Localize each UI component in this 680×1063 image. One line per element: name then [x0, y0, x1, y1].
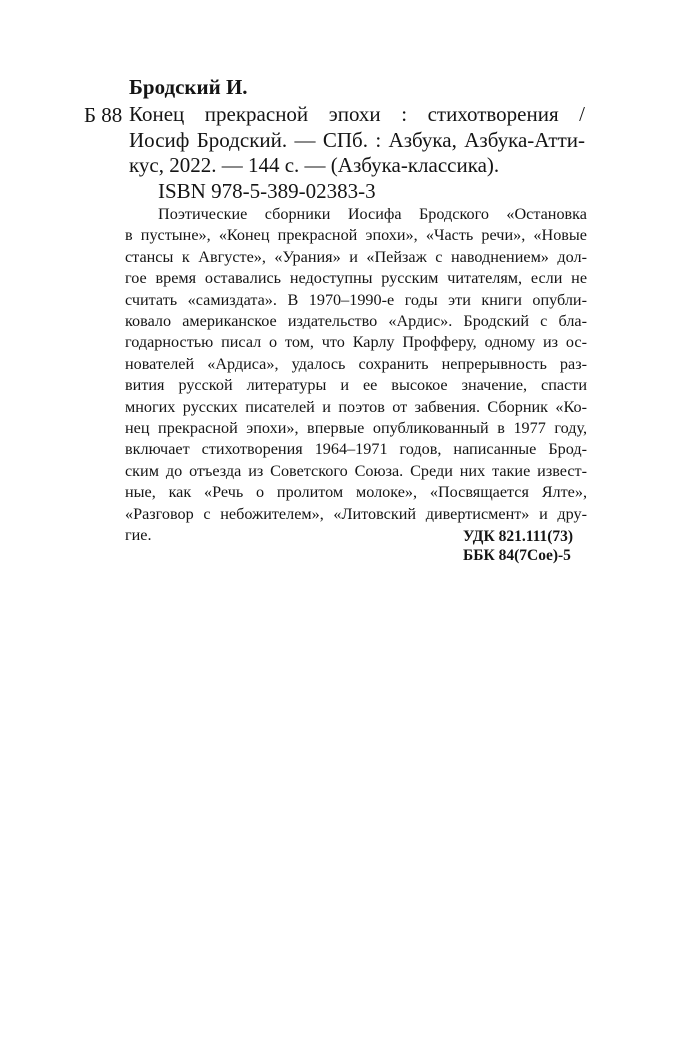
annotation-line: нец прекрасной эпохи», впервые опубликованный в 1977 году,: [125, 419, 587, 438]
annotation-line: стансы к Августе», «Урания» и «Пейзаж с наводнением» дол-: [125, 247, 587, 266]
annotation-paragraph: [125, 204, 587, 547]
annotation-line: включает стихотворения 1964–1971 годов, написанные Брод-: [125, 440, 587, 459]
biblio-line: кус, 2022. — 144 с. — (Азбука-классика).: [129, 153, 500, 177]
isbn-number: ISBN 978-5-389-02383-3: [158, 179, 376, 203]
annotation-line: вития русской литературы и ее высокое значение, спасти: [125, 376, 587, 395]
annotation-line: ные, как «Речь о пролитом молоке», «Посвящается Ялте»,: [125, 483, 587, 502]
author-heading: Бродский И.: [129, 75, 248, 99]
biblio-line: Иосиф Бродский. — СПб. : Азбука, Азбука-Атти-: [129, 127, 585, 152]
annotation-line: многих русских писателей и поэтов от забвения. Сборник «Ко-: [125, 397, 587, 416]
annotation-line: в пустыне», «Конец прекрасной эпохи», «Часть речи», «Новые: [125, 226, 587, 245]
annotation-line: ковало американское издательство «Ардис». Бродский с бла-: [125, 312, 587, 331]
biblio-line: Конец прекрасной эпохи : стихотворения /: [129, 102, 585, 126]
bibliographic-description: [129, 102, 585, 179]
bbk-code: ББК 84(7Сое)-5: [463, 547, 571, 564]
annotation-line: «Разговор с небожителем», «Литовский дивертисмент» и дру-: [125, 504, 587, 523]
annotation-line: Поэтические сборники Иосифа Бродского «Остановка: [158, 205, 587, 223]
author-classmark: Б 88: [84, 103, 123, 127]
annotation-line: гое время оставались недоступны русским читателям, если не: [125, 269, 587, 288]
udk-code: УДК 821.111(73): [463, 528, 574, 545]
annotation-line: гие.: [125, 526, 152, 545]
annotation-line: нователей «Ардиса», удалось сохранить непрерывность раз-: [125, 354, 587, 373]
annotation-line: ским до отъезда из Советского Союза. Среди них такие извест-: [125, 461, 587, 480]
annotation-line: годарностью писал о том, что Карлу Профферу, одному из ос-: [125, 333, 587, 352]
annotation-line: считать «самиздата». В 1970–1990-е годы эти книги опубли-: [125, 290, 587, 309]
